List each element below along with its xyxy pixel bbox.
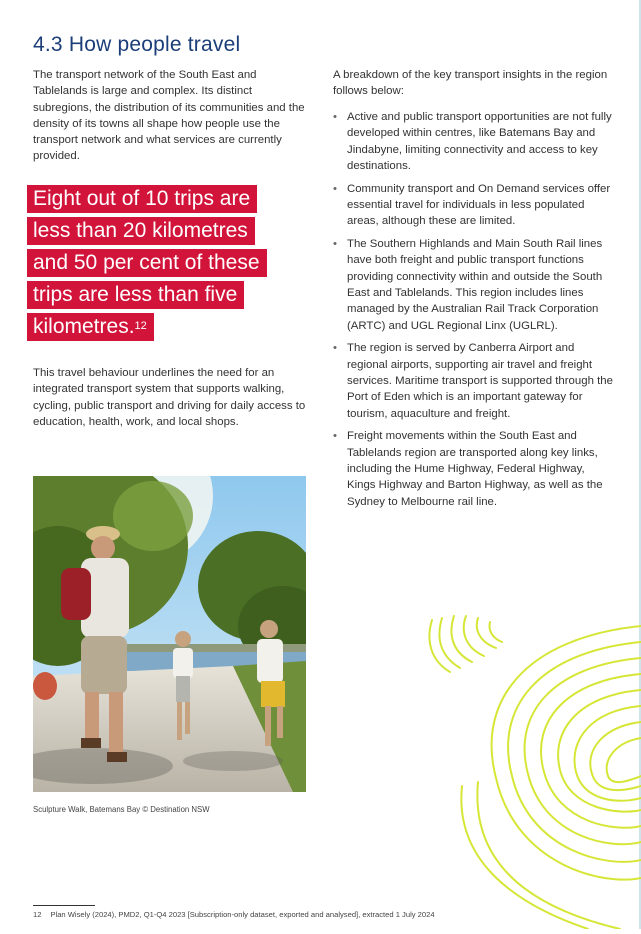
list-item xyxy=(333,181,613,230)
callout-line: less than 20 kilometres xyxy=(33,219,248,242)
callout-line: trips are less than five xyxy=(33,283,238,306)
insights-intro: A breakdown of the key transport insights in the region follows below: xyxy=(333,69,608,98)
travel-behaviour-paragraph: This travel behaviour underlines the need for an integrated transport system that supports walking, cycling, public transport and driving for daily access to education, health, work, and local shops. xyxy=(33,367,306,428)
callout-quote xyxy=(27,183,297,343)
sculpture-walk-photo xyxy=(33,476,306,792)
list-item-text: The region is served by Canberra Airport and regional airports, supporting air travel and freight services. Maritime transport is supported through the Port of Eden which is an important gateway for tourism, aquaculture and freight. xyxy=(347,342,613,420)
bullet-marker: • xyxy=(333,182,337,195)
list-item xyxy=(333,428,613,509)
insights-list xyxy=(333,109,613,516)
list-item xyxy=(333,109,613,174)
section-heading: 4.3 How people travel xyxy=(33,33,241,56)
list-item-text: The Southern Highlands and Main South Rail lines have both freight and public transport functions providing connectivity within and outside the South East and Tablelands. This region includes lines managed by the Australian Rail Track Corporation (ARTC) and UGL Regional Linx (UGLRL). xyxy=(347,238,603,332)
bullet-marker: • xyxy=(333,238,337,251)
footnote xyxy=(33,910,435,919)
photo-caption: Sculpture Walk, Batemans Bay © Destination NSW xyxy=(33,805,210,814)
list-item-text: Active and public transport opportunities are not fully developed within centres, like Batemans Bay and Jindabyne, limiting connectivity and access to key destinations. xyxy=(347,111,612,172)
decorative-contour-lines xyxy=(420,610,641,934)
footnote-divider xyxy=(33,905,95,906)
bullet-marker: • xyxy=(333,430,337,443)
list-item-text: Community transport and On Demand services offer essential travel for individuals in less populated areas, although these are limited. xyxy=(347,182,611,228)
callout-line: and 50 per cent of these xyxy=(33,251,260,274)
callout-line: kilometres. xyxy=(33,315,135,338)
intro-paragraph: The transport network of the South East and Tablelands is large and complex. Its distinct subregions, the distribution of its communities and the density of its towns all shape how people use the transport network and what services are currently provided. xyxy=(33,69,305,163)
list-item-text: Freight movements within the South East and Tablelands region are transported along key links, including the Hume Highway, Federal Highway, Kings Highway and Barton Highway, as well as the Sydney to Melbourne rail line. xyxy=(347,430,603,508)
footnote-reference[interactable]: 12 xyxy=(134,320,147,332)
footnote-number: 12 xyxy=(33,910,42,919)
list-item xyxy=(333,236,613,334)
list-item xyxy=(333,340,613,421)
bullet-marker: • xyxy=(333,342,337,355)
callout-line: Eight out of 10 trips are xyxy=(33,187,251,210)
bullet-marker: • xyxy=(333,111,337,123)
callout-highlight xyxy=(27,185,267,341)
footnote-text: Plan Wisely (2024), PMD2, Q1-Q4 2023 [Subscription-only dataset, exported and analysed], extracted 1 July 2024 xyxy=(50,910,435,919)
